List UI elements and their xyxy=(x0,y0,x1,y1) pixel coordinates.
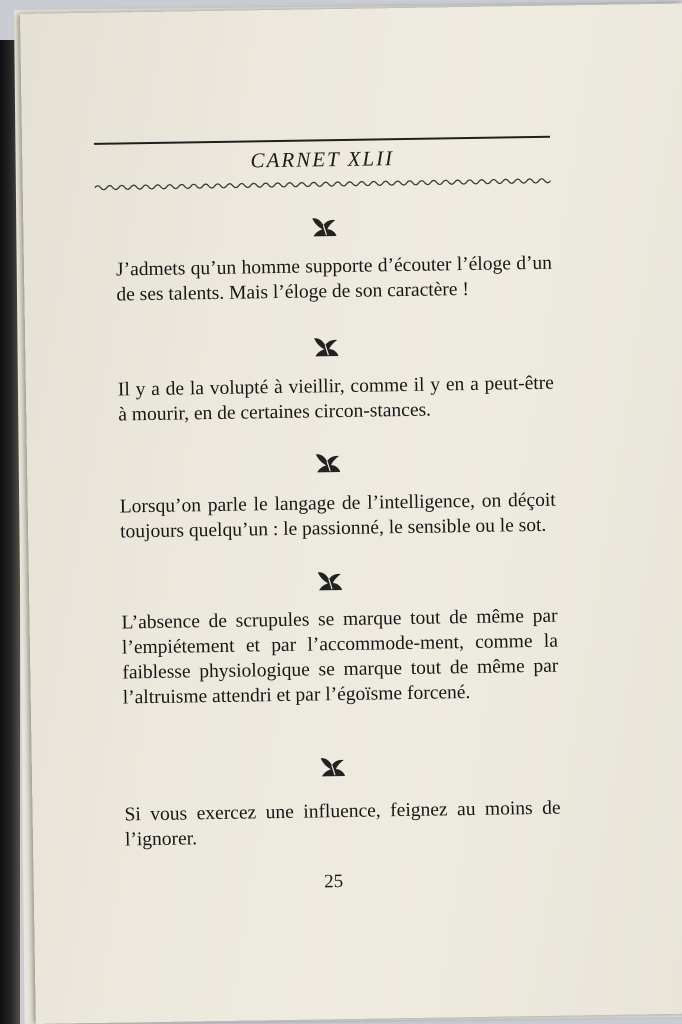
aphorism-paragraph: L’absence de scrupules se marque tout de même par l’empiétement et par l’accommode-ment, comme la faiblesse physiologique se marque tout de même par l’altruisme attendri et par l’égoïsme forcené. xyxy=(121,605,559,709)
fleuron-icon xyxy=(311,335,341,359)
aphorism-paragraph: Si vous exercez une influence, feignez au moins de l’ignorer. xyxy=(124,797,561,851)
book-page xyxy=(20,4,682,1024)
fleuron-icon xyxy=(315,569,345,593)
header-rule xyxy=(94,136,550,145)
aphorism-paragraph: Lorsqu’on parle le langage de l’intelligence, on déçoit toujours quelqu’un : le passionné, le sensible ou le sot. xyxy=(119,489,556,543)
aphorism-paragraph: J’admets qu’un homme supporte d’écouter l’éloge d’un de ses talents. Mais l’éloge de son caractère ! xyxy=(115,252,553,306)
wavy-rule xyxy=(95,176,551,193)
page-number: 25 xyxy=(324,871,344,893)
aphorism-paragraph: Il y a de la volupté à vieillir, comme il y en a peut-être à mourir, en de certaines circon-stances. xyxy=(117,372,555,426)
fleuron-icon xyxy=(309,215,339,239)
fleuron-icon xyxy=(313,451,343,475)
running-head: CARNET XLII xyxy=(250,146,395,173)
fleuron-icon xyxy=(318,755,348,779)
